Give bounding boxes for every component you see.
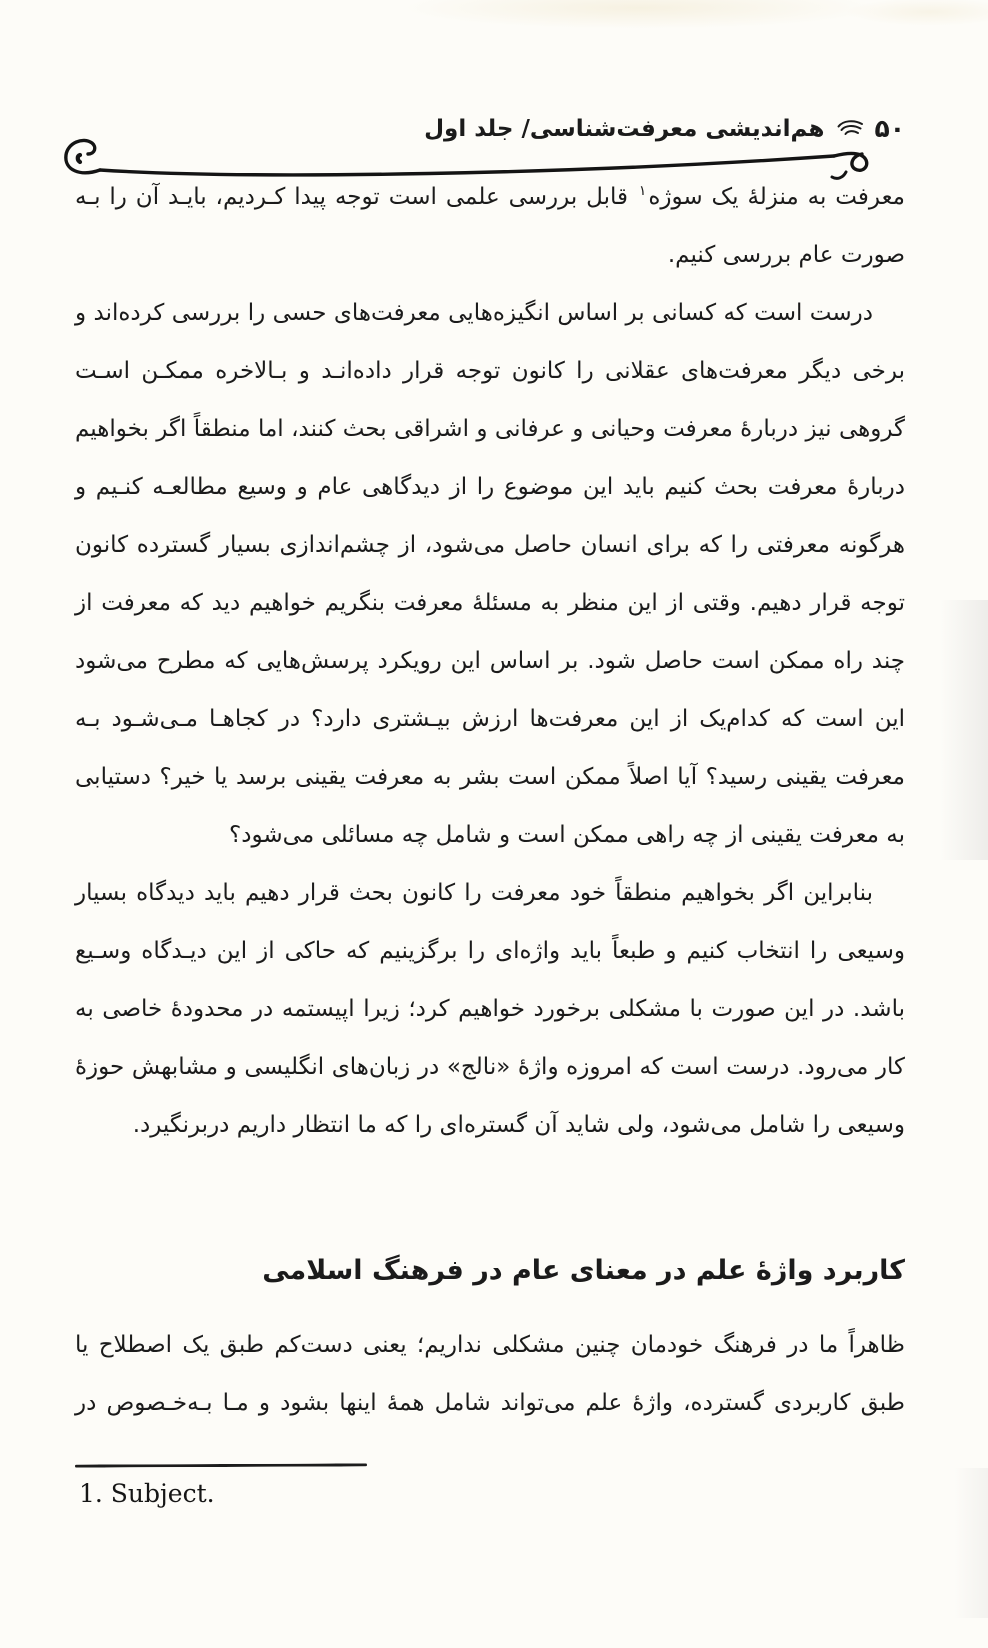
swirl-flourish-icon <box>833 118 865 142</box>
text-line: درست است که کسانی بر اساس انگیزه‌هایی معرفت‌های حسی را بررسی کرده‌اند و <box>75 300 873 326</box>
text-line: هرگونه معرفتی را که برای انسان حاصل می‌شود، از چشم‌اندازی بسیار گسترده کانون <box>75 532 905 558</box>
text-run: قابل بررسی علمی است توجه پیدا کـردیم، بایـد آن را بـه <box>75 184 628 210</box>
footnote: 1. Subject. <box>79 1479 215 1508</box>
footnote-separator <box>75 1463 367 1467</box>
book-title: هم‌اندیشی معرفت‌شناسی/ جلد اول <box>424 115 825 142</box>
paragraph <box>75 284 905 864</box>
running-head <box>424 114 905 143</box>
text-line: ظاهراً ما در فرهنگ خودمان چنین مشکلی نداریم؛ یعنی دست‌کم طبق یک اصطلاح یا <box>75 1332 905 1358</box>
paragraph <box>75 864 905 1154</box>
text-line: طبق کاربردی گسترده، واژۀ علم می‌تواند شامل همۀ اینها بشود و مـا بـه‌خـصوص در <box>75 1390 905 1416</box>
text-line: بنابراین اگر بخواهیم منطقاً خود معرفت را کانون بحث قرار دهیم باید دیدگاه بسیار <box>75 880 873 906</box>
text-run: معرفت به منزلۀ یک سوژه <box>648 184 905 210</box>
text-line: دربارۀ معرفت بحث کنیم باید این موضوع را از دیدگاهی عام و وسیع مطالعـه کنـیم و <box>75 474 905 500</box>
section-heading: کاربرد واژۀ علم در معنای عام در فرهنگ اسلامی <box>262 1255 905 1286</box>
page-number: ۵۰ <box>874 114 905 143</box>
text-line <box>75 168 905 226</box>
text-line: صورت عام بررسی کنیم. <box>667 242 905 268</box>
scan-smudge <box>954 1468 988 1618</box>
body-text <box>75 168 905 1432</box>
text-line: چند راه ممکن است حاصل شود. بر اساس این رویکرد پرسش‌هایی که مطرح می‌شود <box>75 648 905 674</box>
text-line: باشد. در این صورت با مشکلی برخورد خواهیم کرد؛ زیرا اپیستمه در محدودۀ خاصی به <box>75 996 905 1022</box>
footnote-marker: ۱ <box>638 183 647 200</box>
text-line: وسیعی را شامل می‌شود، ولی شاید آن گستره‌ای را که ما انتظار داریم دربرنگیرد. <box>132 1112 905 1138</box>
text-line: گروهی نیز دربارۀ معرفت وحیانی و عرفانی و اشراقی بحث کنند، اما منطقاً اگر بخواهیم <box>75 416 905 442</box>
text-line: کار می‌رود. درست است که امروزه واژۀ «نالج» در زبان‌های انگلیسی و مشابهش حوزۀ <box>75 1054 905 1080</box>
paragraph <box>75 168 905 284</box>
text-line: توجه قرار دهیم. وقتی از این منظر به مسئلۀ معرفت بنگریم خواهیم دید که معرفت از <box>75 590 905 616</box>
paragraph <box>75 1316 905 1432</box>
text-line: وسیعی را انتخاب کنیم و طبعاً باید واژه‌ای را برگزینیم که حاکی از این دیـدگاه وسـیع <box>75 938 905 964</box>
text-line: معرفت یقینی رسید؟ آیا اصلاً ممکن است بشر به معرفت یقینی برسد یا خیر؟ دستیابی <box>75 764 905 790</box>
text-line: برخی دیگر معرفت‌های عقلانی را کانون توجه قرار داده‌انـد و بـالاخره ممکـن اسـت <box>75 358 905 384</box>
text-line: به معرفت یقینی از چه راهی ممکن است و شامل چه مسائلی می‌شود؟ <box>229 822 905 848</box>
scan-smudge <box>940 600 988 860</box>
text-line: این است که کدام‌یک از این معرفت‌ها ارزش بیـشتری دارد؟ در کجاهـا مـی‌شـود بـه <box>75 706 905 732</box>
